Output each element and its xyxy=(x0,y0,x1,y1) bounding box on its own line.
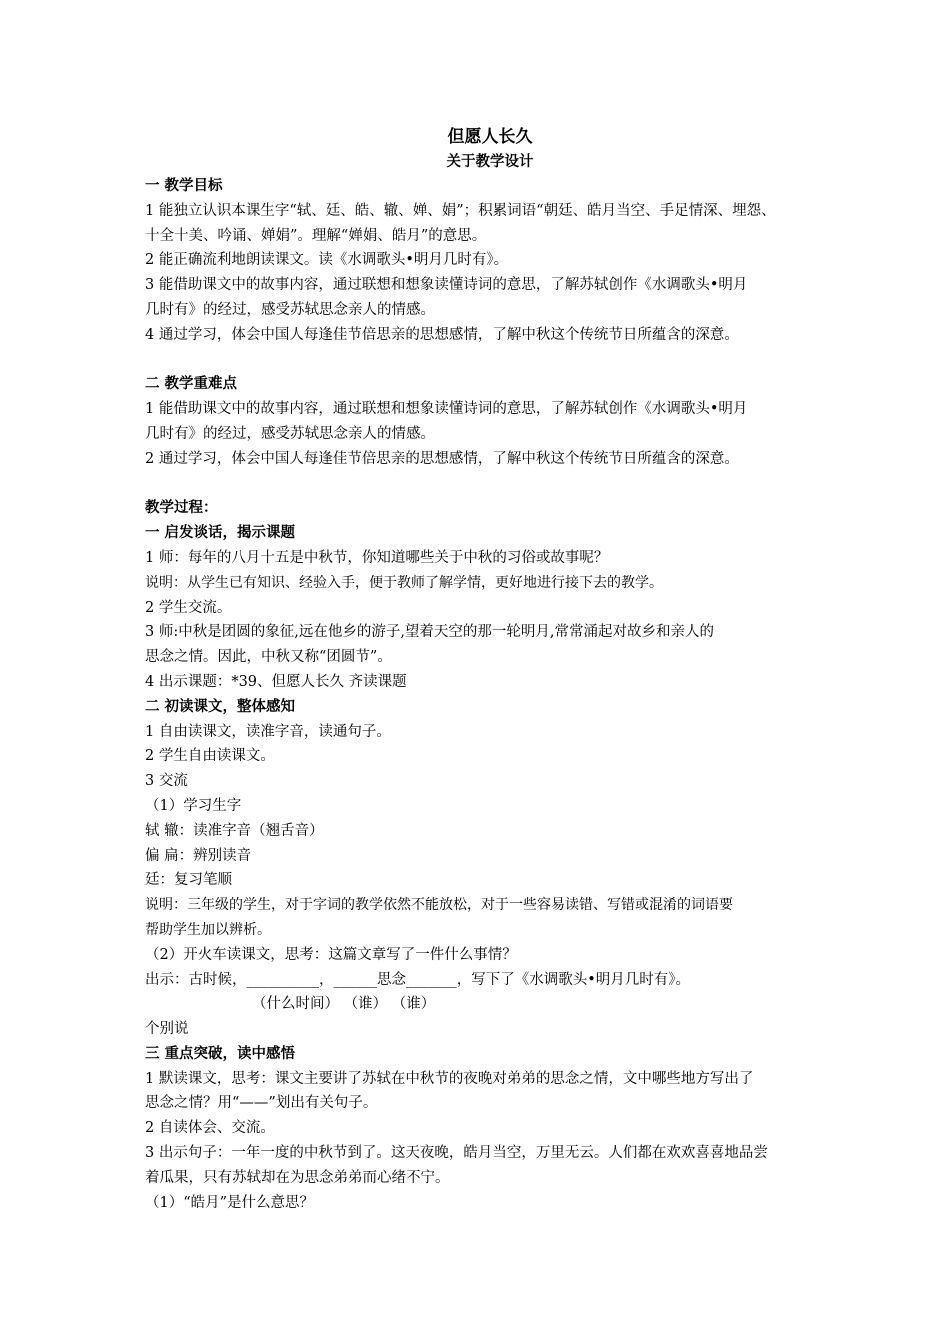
process-part3-heading: 三 重点突破，读中感悟 xyxy=(145,1045,296,1062)
process-line: 轼 辙：读准字音（翘舌音） xyxy=(145,822,324,839)
process-line: （什么时间） （谁） （谁） xyxy=(252,996,436,1013)
keypoints-line: 1 能借助课文中的故事内容，通过联想和想象读懂诗词的意思，了解苏轼创作《水调歌头•明月 xyxy=(145,401,748,418)
section-heading-process: 教学过程： xyxy=(145,500,218,517)
process-note: 帮助学生加以辨析。 xyxy=(145,921,271,938)
process-line: 廷：复习笔顺 xyxy=(145,872,232,889)
process-line: 1 默读课文，思考：课文主要讲了苏轼在中秋节的夜晚对弟弟的思念之情，文中哪些地方写出了 xyxy=(145,1070,754,1087)
page-subtitle: 关于教学设计 xyxy=(446,154,534,170)
section-heading-keypoints: 二 教学重难点 xyxy=(145,376,238,393)
process-line: 1 师：每年的八月十五是中秋节，你知道哪些关于中秋的习俗或故事呢？ xyxy=(145,549,609,566)
process-line: 1 自由读课文，读准字音，读通句子。 xyxy=(145,723,391,740)
process-line: 思念之情。因此，中秋又称“团圆节”。 xyxy=(145,649,392,666)
goals-line: 4 通过学习，体会中国人每逢佳节倍思亲的思想感情，了解中秋这个传统节日所蕴含的深意。 xyxy=(145,326,739,343)
process-line: 思念之情？用“——”划出有关句子。 xyxy=(145,1095,378,1112)
keypoints-line: 几时有》的经过，感受苏轼思念亲人的情感。 xyxy=(145,425,435,442)
process-line: 4 出示课题：*39、但愿人长久 齐读课题 xyxy=(145,673,407,690)
process-line: 2 学生自由读课文。 xyxy=(145,748,275,765)
goals-line: 1 能独立认识本课生字“轼、廷、皓、辙、婵、娟”；积累词语“朝廷、皓月当空、手足情深、埋怨、 xyxy=(145,202,776,219)
goals-line: 几时有》的经过，感受苏轼思念亲人的情感。 xyxy=(145,301,435,318)
goals-line: 2 能正确流利地朗读课文。读《水调歌头•明月几时有》。 xyxy=(145,252,509,269)
page-title: 但愿人长久 xyxy=(447,127,533,147)
process-line: 个别说 xyxy=(145,1021,189,1038)
process-line: 出示：古时候，__________，______思念_______，写下了《水调歌头•明月几时有》。 xyxy=(145,971,691,988)
document-body xyxy=(145,124,835,1215)
process-line: （1）学习生字 xyxy=(145,797,242,814)
process-line: （1）“皓月”是什么意思？ xyxy=(145,1194,315,1211)
process-note: 说明：三年级的学生，对于字词的教学依然不能放松，对于一些容易读错、写错或混淆的词语要 xyxy=(145,897,733,914)
section-heading-goals: 一 教学目标 xyxy=(145,178,223,194)
process-line: 3 出示句子：一年一度的中秋节到了。这天夜晚，皓月当空，万里无云。人们都在欢欢喜喜地品尝 xyxy=(145,1145,768,1162)
process-line: 2 自读体会、交流。 xyxy=(145,1120,275,1137)
process-line: 3 交流 xyxy=(145,773,188,790)
process-part1-heading: 一 启发谈话，揭示课题 xyxy=(145,525,296,542)
process-line: 2 学生交流。 xyxy=(145,599,232,616)
process-line: 偏 扁：辨别读音 xyxy=(145,847,252,864)
goals-line: 3 能借助课文中的故事内容，通过联想和想象读懂诗词的意思，了解苏轼创作《水调歌头•明月 xyxy=(145,277,748,294)
process-note: 说明：从学生已有知识、经验入手，便于教师了解学情，更好地进行接下去的教学。 xyxy=(145,574,663,591)
goals-line: 十全十美、吟诵、婵娟”。理解“婵娟、皓月”的意思。 xyxy=(145,227,487,244)
process-line: 着瓜果，只有苏轼却在为思念弟弟而心绪不宁。 xyxy=(145,1169,450,1186)
process-part2-heading: 二 初读课文，整体感知 xyxy=(145,698,296,715)
keypoints-line: 2 通过学习，体会中国人每逢佳节倍思亲的思想感情，了解中秋这个传统节日所蕴含的深意。 xyxy=(145,450,739,467)
process-line: 3 师:中秋是团圆的象征,远在他乡的游子,望着天空的那一轮明月,常常涌起对故乡和亲人的 xyxy=(145,624,715,641)
process-line: （2）开火车读课文，思考：这篇文章写了一件什么事情？ xyxy=(145,946,517,963)
